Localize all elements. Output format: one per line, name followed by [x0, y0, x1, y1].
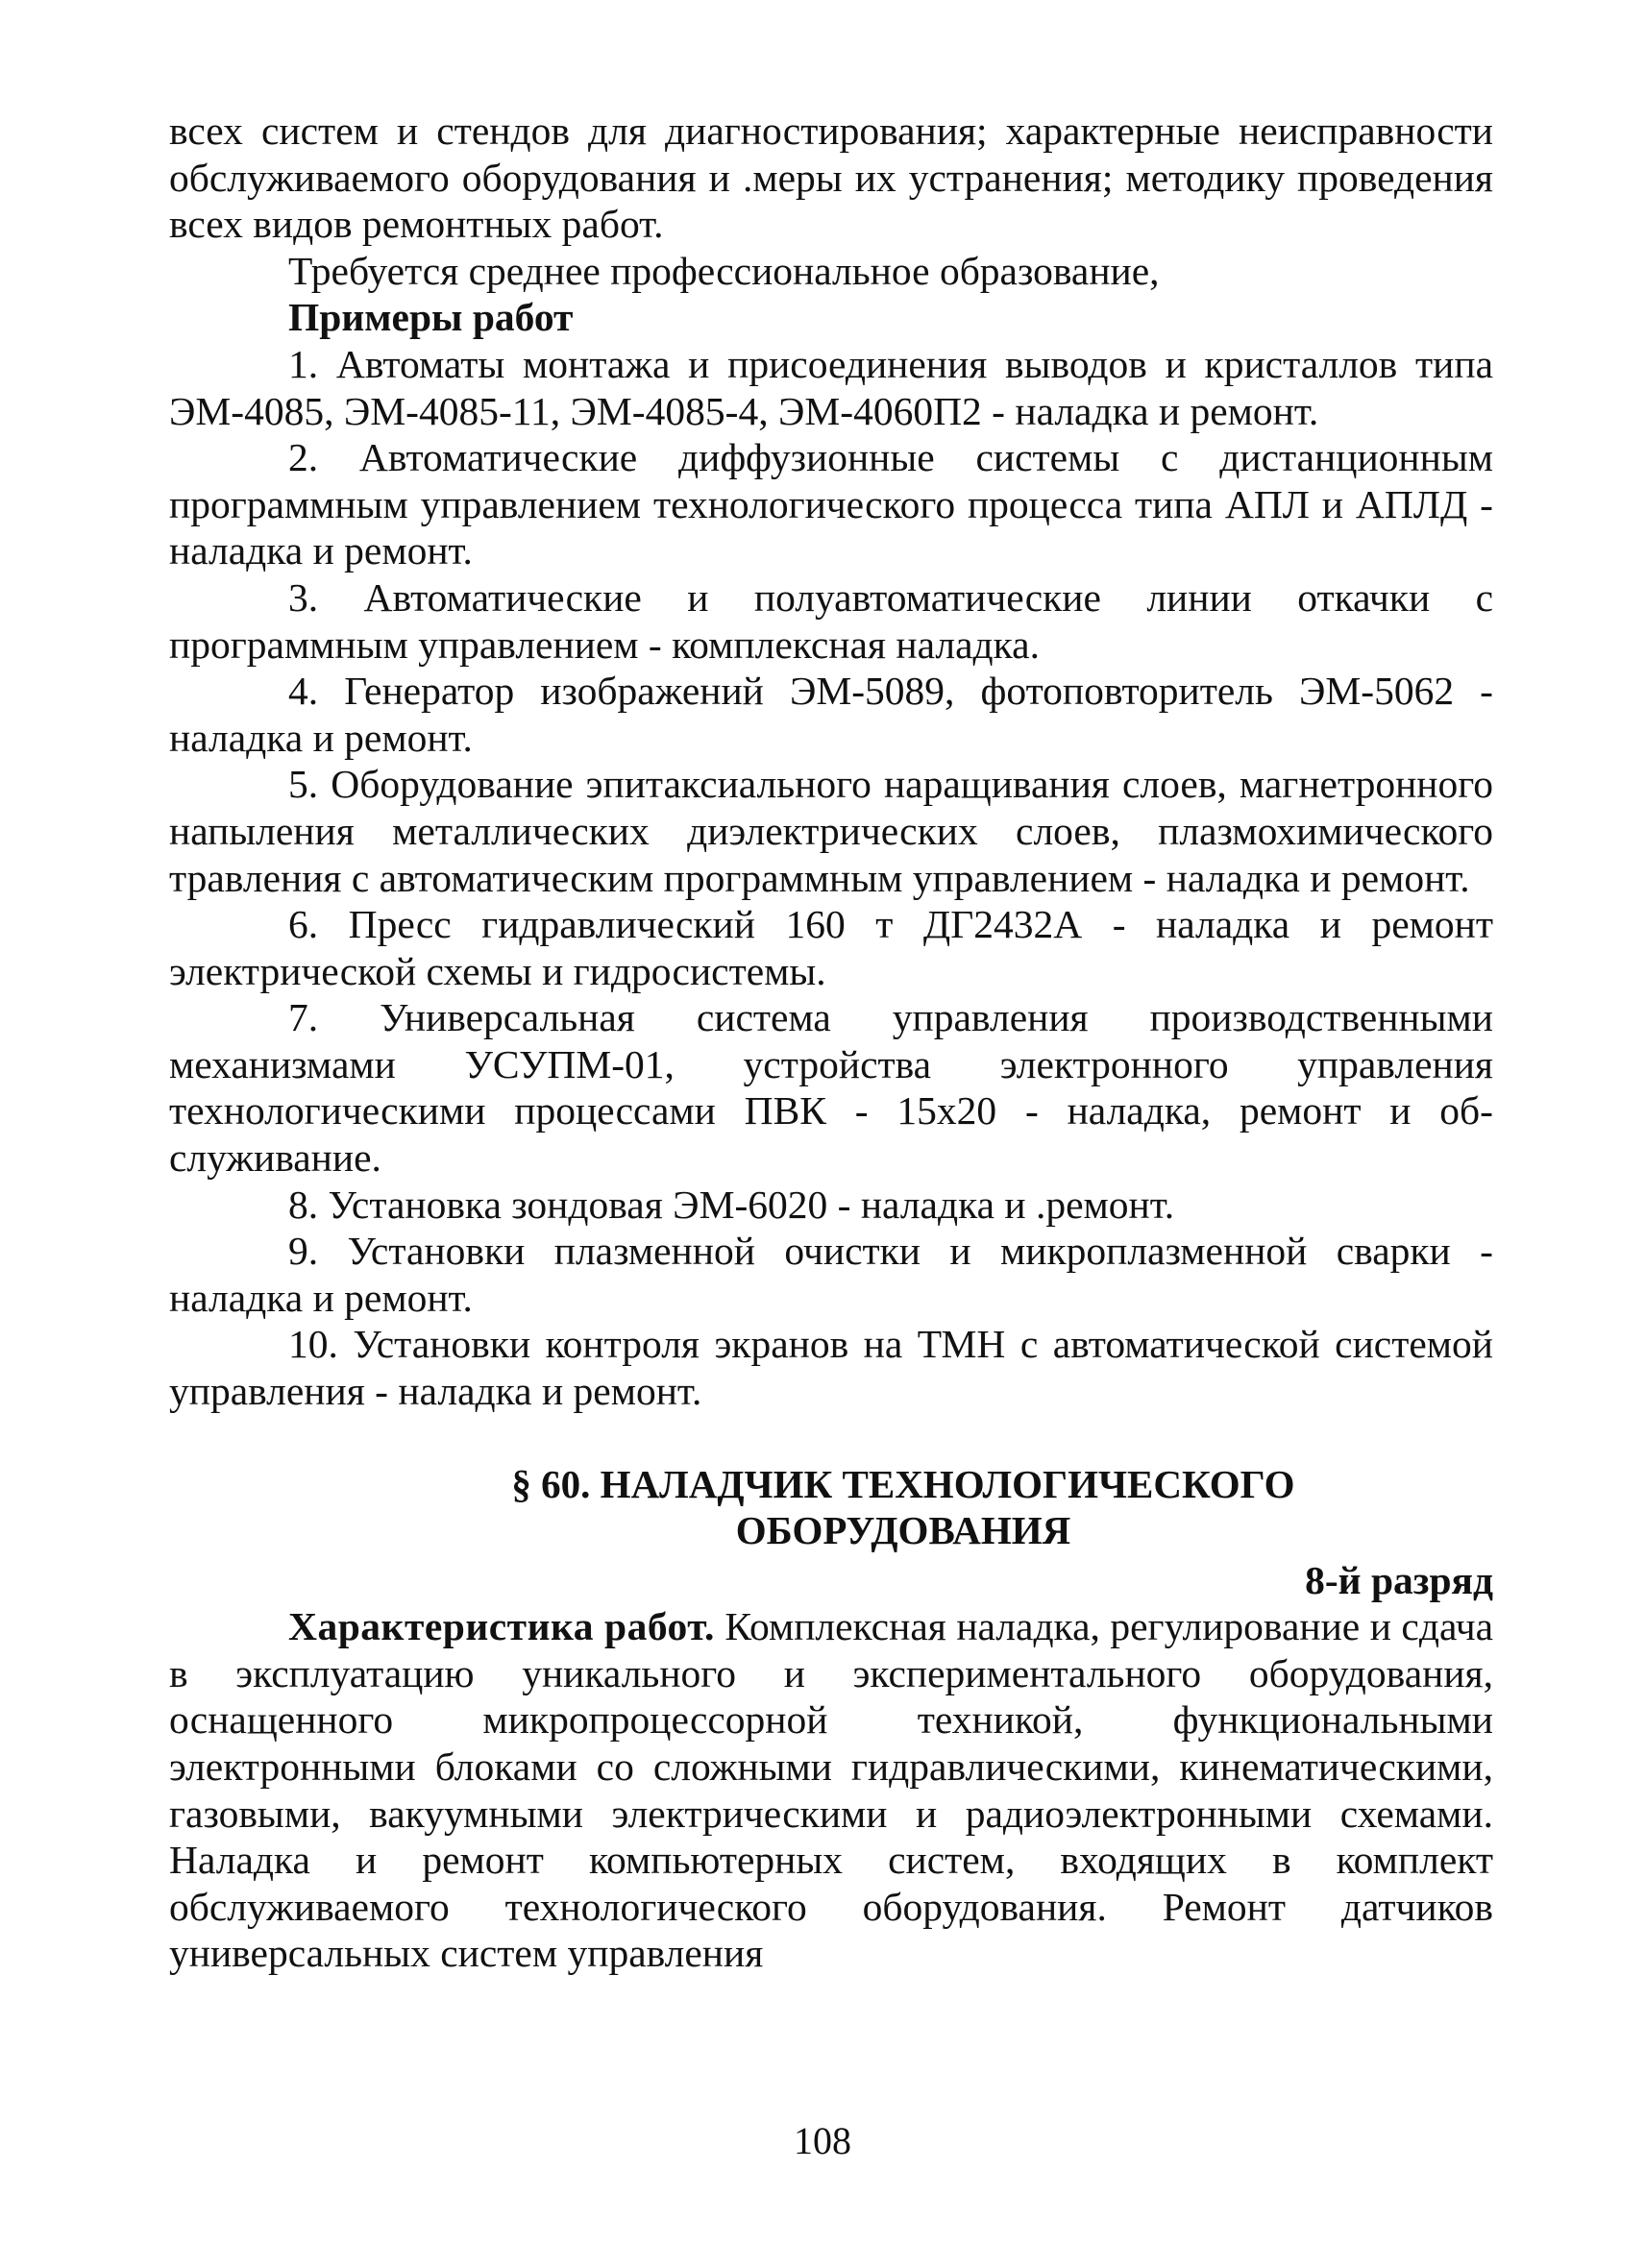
example-item-2: 2. Автоматические диффузионные системы с дистанционным программным управлением технологического процесса типа АПЛ и АПЛД - наладка и ремонт. — [169, 435, 1493, 573]
section-title-line-2: ОБОРУДОВАНИЯ — [735, 1507, 1071, 1552]
example-item-3: 3. Автоматические и полуавтоматические линии откачки с программным управлением - комплексная наладка. — [169, 574, 1493, 667]
grade-label: 8-й разряд — [1305, 1557, 1493, 1602]
work-characteristics-paragraph — [169, 1603, 1493, 1977]
example-item-5: 5. Оборудование эпитаксиального наращивания слоев, магнетронного напыления металлических диэлектрических слоев, плазмохимического травления с автоматическим программным управлением - наладка и ремонт. — [169, 762, 1493, 900]
example-item-6: 6. Пресс гидравлический 160 т ДГ2432А - наладка и ремонт электрической схемы и гидросистемы. — [169, 902, 1493, 993]
page-number: 108 — [794, 2119, 851, 2162]
section-title-line-1: § 60. НАЛАДЧИК ТЕХНОЛОГИЧЕСКОГО — [511, 1461, 1295, 1506]
examples-heading: Примеры работ — [288, 295, 574, 340]
work-characteristics-body: Комплексная наладка, регулирование и сдача в эксплуатацию уникального и экспериментального оборудования, оснащенного микропроцессорной техникой, функциональными электронными блоками со сложными гидравлическими, кинематическими, газовыми, вакуумными электрическими и радиоэлектронными схемами. Наладка и ремонт компьютерных систем, входящих в комплект обслуживаемого технологического оборудования. Ремонт датчиков универсальных систем управления — [169, 1604, 1494, 1976]
continuation-paragraph: всех систем и стендов для диагностирования; характерные неисправности обслуживаемого оборудования и .меры их устранения; методику проведения всех видов ремонтных работ. — [169, 109, 1493, 247]
education-requirement: Требуется среднее профессиональное образование, — [288, 248, 1160, 293]
example-item-10: 10. Установки контроля экранов на ТМН с автоматической системой управления - наладка и ремонт. — [169, 1322, 1493, 1414]
example-item-1: 1. Автоматы монтажа и присоединения выводов и кристаллов типа ЭМ-4085, ЭМ-4085-11, ЭМ-4085-4, ЭМ-4060П2 - наладка и ремонт. — [169, 341, 1493, 433]
example-item-9: 9. Установки плазменной очистки и микроплазменной сварки - наладка и ремонт. — [169, 1229, 1493, 1320]
example-item-8: 8. Установка зондовая ЭМ-6020 - наладка и .ремонт. — [288, 1182, 1175, 1227]
work-characteristics-lead: Характеристика работ. — [288, 1604, 715, 1649]
example-item-4: 4. Генератор изображений ЭМ-5089, фотоповторитель ЭМ-5062 - наладка и ремонт. — [169, 669, 1493, 760]
example-item-7: 7. Универсальная система управления производственными механизмами УСУПМ-01, устройства электронного управления технологическими процессами ПВК - 15x20 - наладка, ремонт и обслуживание. — [169, 995, 1493, 1181]
document-page — [169, 108, 1493, 1977]
section-title — [169, 1461, 1493, 1553]
